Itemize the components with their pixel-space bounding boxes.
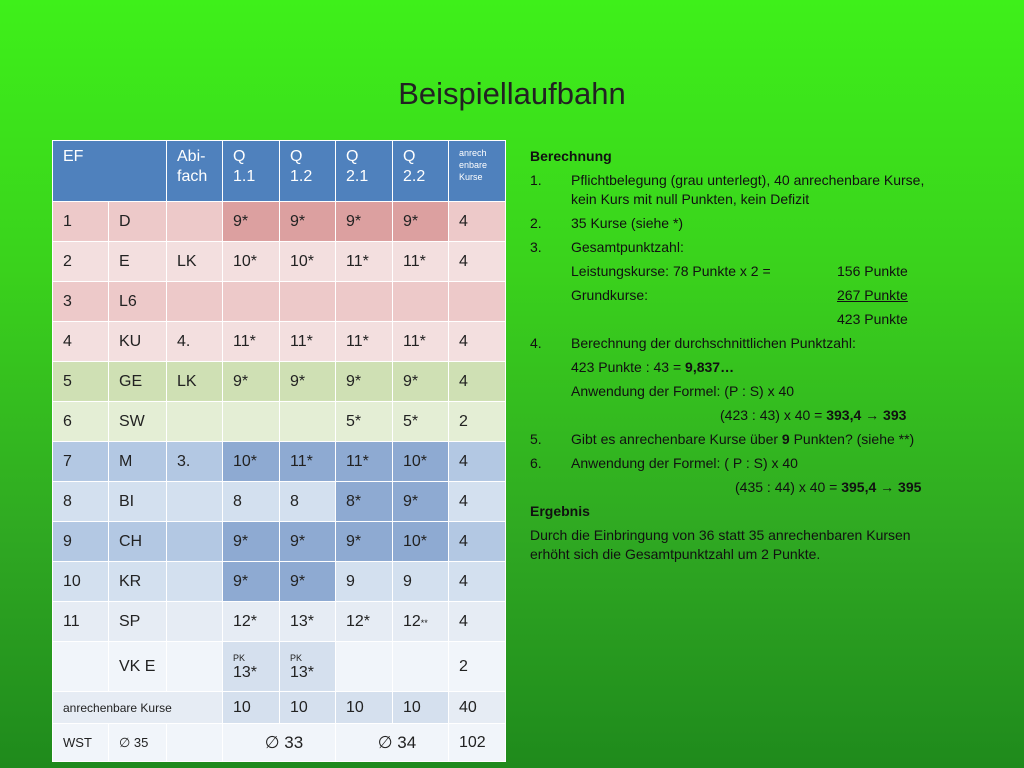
- table-row-vk: [53, 642, 506, 692]
- grade-q11: 9*: [223, 522, 280, 562]
- subject: D: [109, 202, 167, 242]
- list-item: 3. Gesamtpunktzahl:: [530, 239, 684, 255]
- grade-q11: 12*: [223, 602, 280, 642]
- row-number: 11: [53, 602, 109, 642]
- average-calculation: 423 Punkte : 43 = 9,837…: [571, 359, 735, 375]
- grade-q22: 11*: [393, 322, 449, 362]
- abi-subject: [167, 282, 223, 322]
- header-anrechenbar: anrech enbare Kurse: [449, 141, 506, 202]
- grade-q21: 5*: [336, 402, 393, 442]
- countable-courses: 4: [449, 322, 506, 362]
- countable-courses: 4: [449, 482, 506, 522]
- header-q22: Q 2.2: [393, 141, 449, 202]
- abi-subject: [167, 602, 223, 642]
- count-q22: 10: [393, 692, 449, 724]
- calculation-heading: Berechnung: [530, 148, 612, 164]
- grade-q21: 11*: [336, 322, 393, 362]
- grade-q11: 8: [223, 482, 280, 522]
- countable-courses: 4: [449, 242, 506, 282]
- subject: GE: [109, 362, 167, 402]
- row-number: 7: [53, 442, 109, 482]
- grade-q22: 9*: [393, 482, 449, 522]
- grade-q12: [280, 282, 336, 322]
- grade-q21: 11*: [336, 242, 393, 282]
- grade-q21: 8*: [336, 482, 393, 522]
- grade-q12: [280, 402, 336, 442]
- subject: KU: [109, 322, 167, 362]
- countable-courses: 4: [449, 562, 506, 602]
- table-row: [53, 362, 506, 402]
- row-number: 4: [53, 322, 109, 362]
- countable-courses: 4: [449, 442, 506, 482]
- count-q21: 10: [336, 692, 393, 724]
- grade-q22: 11*: [393, 242, 449, 282]
- formula-line: Anwendung der Formel: (P : S) x 40: [571, 383, 795, 399]
- formula-result-2: (435 : 44) x 40 = 395,4 → 395: [735, 479, 922, 495]
- header-ef: EF: [53, 141, 167, 202]
- table-row: [53, 322, 506, 362]
- header-q12: Q 1.2: [280, 141, 336, 202]
- grade-q11: PK 13*: [223, 642, 280, 692]
- grade-q22: [393, 282, 449, 322]
- table-row-countable: [53, 692, 506, 724]
- countable-courses: [449, 282, 506, 322]
- row-number: 6: [53, 402, 109, 442]
- grade-q22: 9*: [393, 362, 449, 402]
- table-row: [53, 202, 506, 242]
- header-q21: Q 2.1: [336, 141, 393, 202]
- subject: SW: [109, 402, 167, 442]
- row-number: 8: [53, 482, 109, 522]
- grade-q21: [336, 642, 393, 692]
- subject: SP: [109, 602, 167, 642]
- abi-subject: [167, 202, 223, 242]
- grade-q12: 13*: [280, 602, 336, 642]
- grade-q21: [336, 282, 393, 322]
- countable-courses: 4: [449, 522, 506, 562]
- row-number: [53, 642, 109, 692]
- row-number: 3: [53, 282, 109, 322]
- avg-ef: ∅ 35: [109, 724, 167, 762]
- abi-subject: 3.: [167, 442, 223, 482]
- grade-q12: 9*: [280, 362, 336, 402]
- row-number: 2: [53, 242, 109, 282]
- grade-q12: 10*: [280, 242, 336, 282]
- grade-q12: 9*: [280, 202, 336, 242]
- grade-q11: 9*: [223, 202, 280, 242]
- subject: BI: [109, 482, 167, 522]
- course-table: [52, 140, 506, 762]
- grade-q21: 9*: [336, 522, 393, 562]
- grade-q12: 11*: [280, 322, 336, 362]
- subject: E: [109, 242, 167, 282]
- grade-q12: PK 13*: [280, 642, 336, 692]
- row-number: 1: [53, 202, 109, 242]
- countable-courses: 2: [449, 402, 506, 442]
- grade-q11: 9*: [223, 562, 280, 602]
- table-row: [53, 522, 506, 562]
- countable-courses: 2: [449, 642, 506, 692]
- header-abifach: Abi- fach: [167, 141, 223, 202]
- grade-q11: 10*: [223, 242, 280, 282]
- abi-subject: [167, 482, 223, 522]
- slide-title: Beispiellaufbahn: [398, 76, 626, 111]
- grade-q21: 9: [336, 562, 393, 602]
- subject: VK E: [109, 642, 167, 692]
- grade-q11: [223, 402, 280, 442]
- list-item: 2. 35 Kurse (siehe *): [530, 215, 684, 231]
- countable-courses: 4: [449, 202, 506, 242]
- result-heading: Ergebnis: [530, 503, 590, 519]
- count-q12: 10: [280, 692, 336, 724]
- abi-subject: [167, 402, 223, 442]
- abi-subject: LK: [167, 362, 223, 402]
- table-header-row: [53, 141, 506, 202]
- countable-courses: 4: [449, 602, 506, 642]
- gk-calculation: Grundkurse: 267 Punkte: [571, 287, 908, 303]
- subject: KR: [109, 562, 167, 602]
- grade-q21: 11*: [336, 442, 393, 482]
- table-row: [53, 282, 506, 322]
- list-item: 5. Gibt es anrechenbare Kurse über 9 Punkten? (siehe **): [530, 431, 915, 447]
- total-points: 423 Punkte: [837, 311, 908, 327]
- grade-q21: 9*: [336, 362, 393, 402]
- grade-q11: 9*: [223, 362, 280, 402]
- avg-q1: ∅ 33: [223, 724, 336, 762]
- calculation-panel: [530, 147, 950, 564]
- grade-q21: 9*: [336, 202, 393, 242]
- subject: M: [109, 442, 167, 482]
- count-total: 40: [449, 692, 506, 724]
- list-item: 1. Pflichtbelegung (grau unterlegt), 40 anrechenbare Kurse, kein Kurs mit null Punkten, kein Defizit: [530, 172, 925, 207]
- wst-empty: [167, 724, 223, 762]
- subject: L6: [109, 282, 167, 322]
- table-row: [53, 402, 506, 442]
- grade-q12: 11*: [280, 442, 336, 482]
- grade-q22: [393, 642, 449, 692]
- table-row: [53, 482, 506, 522]
- lk-calculation: Leistungskurse: 78 Punkte x 2 = 156 Punkte: [571, 263, 908, 279]
- countable-courses: 4: [449, 362, 506, 402]
- grade-q11: 11*: [223, 322, 280, 362]
- wst-label: WST: [53, 724, 109, 762]
- avg-q2: ∅ 34: [336, 724, 449, 762]
- table-row: [53, 442, 506, 482]
- grade-q22: 9*: [393, 202, 449, 242]
- row-number: 5: [53, 362, 109, 402]
- abi-subject: 4.: [167, 322, 223, 362]
- grade-q22: 10*: [393, 442, 449, 482]
- formula-result: (423 : 43) x 40 = 393,4 → 393: [720, 407, 907, 423]
- row-number: 10: [53, 562, 109, 602]
- subject: CH: [109, 522, 167, 562]
- grade-q22: 10*: [393, 522, 449, 562]
- grade-q21: 12*: [336, 602, 393, 642]
- grade-q11: 10*: [223, 442, 280, 482]
- abi-subject: LK: [167, 242, 223, 282]
- table-row: [53, 242, 506, 282]
- header-q11: Q 1.1: [223, 141, 280, 202]
- grade-q22: 5*: [393, 402, 449, 442]
- grade-q12: 8: [280, 482, 336, 522]
- table-row-wst: [53, 724, 506, 762]
- abi-subject: [167, 562, 223, 602]
- grade-q12: 9*: [280, 562, 336, 602]
- list-item: 4. Berechnung der durchschnittlichen Punktzahl:: [530, 335, 856, 351]
- wst-total: 102: [449, 724, 506, 762]
- table-row: [53, 602, 506, 642]
- grade-q22: 12**: [393, 602, 449, 642]
- row-number: 9: [53, 522, 109, 562]
- list-item: 6. Anwendung der Formel: ( P : S) x 40: [530, 455, 798, 471]
- abi-subject: [167, 642, 223, 692]
- count-q11: 10: [223, 692, 280, 724]
- grade-q11: [223, 282, 280, 322]
- grade-q22: 9: [393, 562, 449, 602]
- grade-q12: 9*: [280, 522, 336, 562]
- result-text: Durch die Einbringung von 36 statt 35 anrechenbaren Kursen erhöht sich die Gesamtpunktzahl um 2 Punkte.: [530, 527, 911, 562]
- table-row: [53, 562, 506, 602]
- abi-subject: [167, 522, 223, 562]
- countable-label: anrechenbare Kurse: [53, 692, 223, 724]
